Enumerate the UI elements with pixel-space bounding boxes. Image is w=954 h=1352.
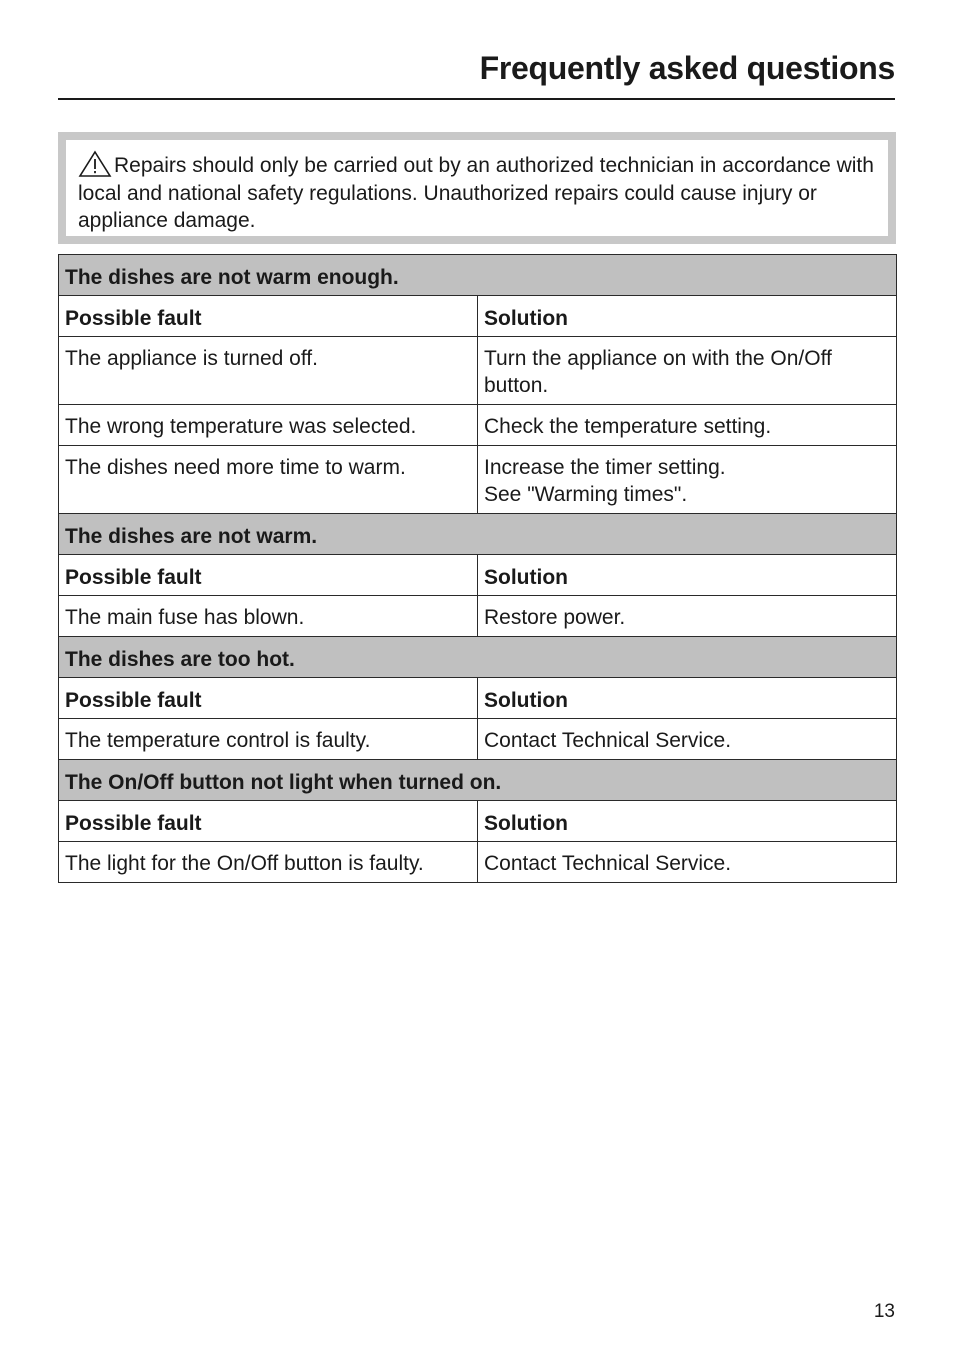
solution-column-header: Solution: [478, 678, 897, 719]
section-title: The dishes are too hot.: [59, 637, 897, 678]
faq-table: [58, 254, 897, 883]
table-row: [59, 337, 897, 405]
page-number: 13: [873, 1301, 895, 1322]
fault-cell: The wrong temperature was selected.: [59, 405, 478, 446]
table-row: [59, 446, 897, 514]
solution-column-header: Solution: [478, 296, 897, 337]
warning-content: [66, 140, 888, 236]
solution-cell: [478, 842, 897, 883]
solution-line: Contact Technical Service.: [484, 852, 732, 875]
warning-triangle-icon: [78, 150, 112, 178]
fault-cell: The main fuse has blown.: [59, 596, 478, 637]
solution-cell: [478, 596, 897, 637]
fault-column-header: Possible fault: [59, 296, 478, 337]
fault-column-header: Possible fault: [59, 555, 478, 596]
solution-line: Contact Technical Service.: [484, 729, 732, 752]
solution-column-header: Solution: [478, 555, 897, 596]
fault-cell: The dishes need more time to warm.: [59, 446, 478, 514]
section-header-row: [59, 760, 897, 801]
solution-cell: [478, 719, 897, 760]
section-title: The dishes are not warm.: [59, 514, 897, 555]
fault-cell: The temperature control is faulty.: [59, 719, 478, 760]
warning-text: Repairs should only be carried out by an authorized technician in accordance with local and national safety regulations. Unauthorized repairs could cause injury or appliance damage.: [78, 154, 874, 232]
column-header-row: [59, 296, 897, 337]
fault-cell: The appliance is turned off.: [59, 337, 478, 405]
solution-line: button.: [484, 374, 549, 397]
fault-column-header: Possible fault: [59, 678, 478, 719]
section-header-row: [59, 255, 897, 296]
table-row: [59, 596, 897, 637]
warning-box: [58, 132, 896, 244]
title-divider: [58, 98, 895, 100]
solution-column-header: Solution: [478, 801, 897, 842]
solution-line: Turn the appliance on with the On/Off: [484, 347, 832, 370]
column-header-row: [59, 678, 897, 719]
column-header-row: [59, 801, 897, 842]
table-row: [59, 842, 897, 883]
fault-column-header: Possible fault: [59, 801, 478, 842]
solution-cell: [478, 337, 897, 405]
column-header-row: [59, 555, 897, 596]
solution-line: See "Warming times".: [484, 483, 688, 506]
section-header-row: [59, 637, 897, 678]
section-title: The On/Off button not light when turned on.: [59, 760, 897, 801]
table-row: [59, 405, 897, 446]
solution-line: Increase the timer setting.: [484, 456, 726, 479]
table-row: [59, 719, 897, 760]
section-header-row: [59, 514, 897, 555]
fault-cell: The light for the On/Off button is faulty.: [59, 842, 478, 883]
solution-cell: [478, 405, 897, 446]
solution-cell: [478, 446, 897, 514]
section-title: The dishes are not warm enough.: [59, 255, 897, 296]
solution-line: Check the temperature setting.: [484, 415, 772, 438]
page-title: Frequently asked questions: [479, 50, 895, 86]
solution-line: Restore power.: [484, 606, 626, 629]
